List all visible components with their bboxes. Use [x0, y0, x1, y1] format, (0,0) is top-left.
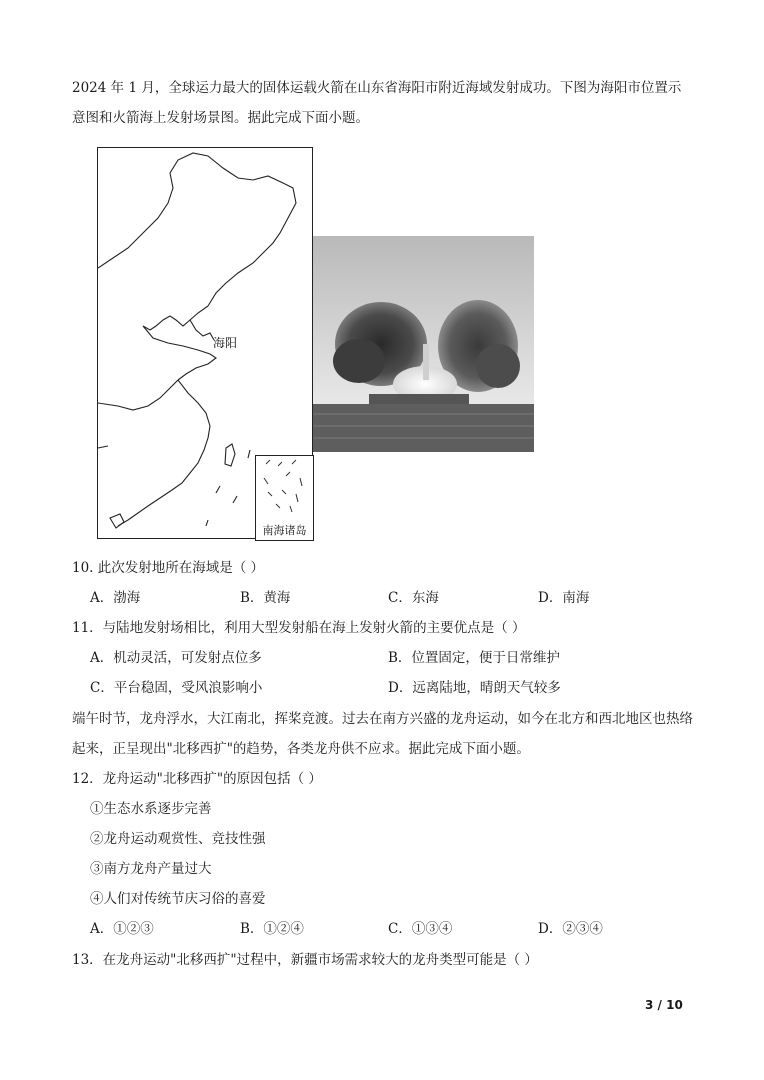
q11-option-c[interactable]: C．平台稳固，受风浪影响小 [90, 680, 263, 696]
south-china-sea-inset [255, 455, 314, 541]
q11-option-d[interactable]: D．远离陆地，晴朗天气较多 [388, 680, 561, 696]
haiyang-location-map [97, 147, 313, 539]
question-10-stem: 10. 此次发射地所在海域是（ ） [72, 560, 265, 576]
q11-option-a[interactable]: A．机动灵活，可发射点位多 [90, 650, 262, 666]
rocket-sea-launch-photo [313, 236, 534, 452]
intro-paragraph-dragon-boat: 端午时节，龙舟浮水，大江南北，挥桨竞渡。过去在南方兴盛的龙舟运动，如今在北方和西北地区也热络起来，正呈现出"北移西扩"的趋势，各类龙舟供不应求。据此完成下面小题。 [72, 711, 693, 757]
haiyang-label: 海阳 [213, 336, 238, 350]
q12-option-b[interactable]: B．①②④ [240, 921, 304, 937]
rocket-launch-image [313, 236, 534, 452]
question-13-stem: 13．在龙舟运动"北移西扩"过程中，新疆市场需求较大的龙舟类型可能是（ ） [72, 952, 538, 968]
question-11-stem: 11．与陆地发射场相比，利用大型发射船在海上发射火箭的主要优点是（ ） [72, 620, 526, 636]
question-12-stem: 12．龙舟运动"北移西扩"的原因包括（ ） [72, 771, 322, 787]
inset-label: 南海诸岛 [262, 524, 307, 537]
q12-item-3: ③南方龙舟产量过大 [90, 861, 212, 877]
q10-option-c[interactable]: C．东海 [388, 590, 439, 606]
q10-option-d[interactable]: D．南海 [538, 590, 590, 606]
q12-item-2: ②龙舟运动观赏性、竞技性强 [90, 831, 266, 847]
q12-item-1: ①生态水系逐步完善 [90, 801, 212, 817]
page-number: 3 / 10 [645, 998, 683, 1012]
q12-item-4: ④人们对传统节庆习俗的喜爱 [90, 891, 266, 907]
intro-paragraph-launch: 2024 年 1 月，全球运力最大的固体运载火箭在山东省海阳市附近海域发射成功。下图为海阳市位置示意图和火箭海上发射场景图。据此完成下面小题。 [72, 80, 682, 126]
q11-option-b[interactable]: B．位置固定，便于日常维护 [388, 650, 560, 666]
q12-option-a[interactable]: A．①②③ [90, 921, 154, 937]
q12-option-c[interactable]: C．①③④ [388, 921, 453, 937]
q10-option-b[interactable]: B．黄海 [240, 590, 291, 606]
q10-option-a[interactable]: A．渤海 [90, 590, 141, 606]
q12-option-d[interactable]: D．②③④ [538, 921, 603, 937]
